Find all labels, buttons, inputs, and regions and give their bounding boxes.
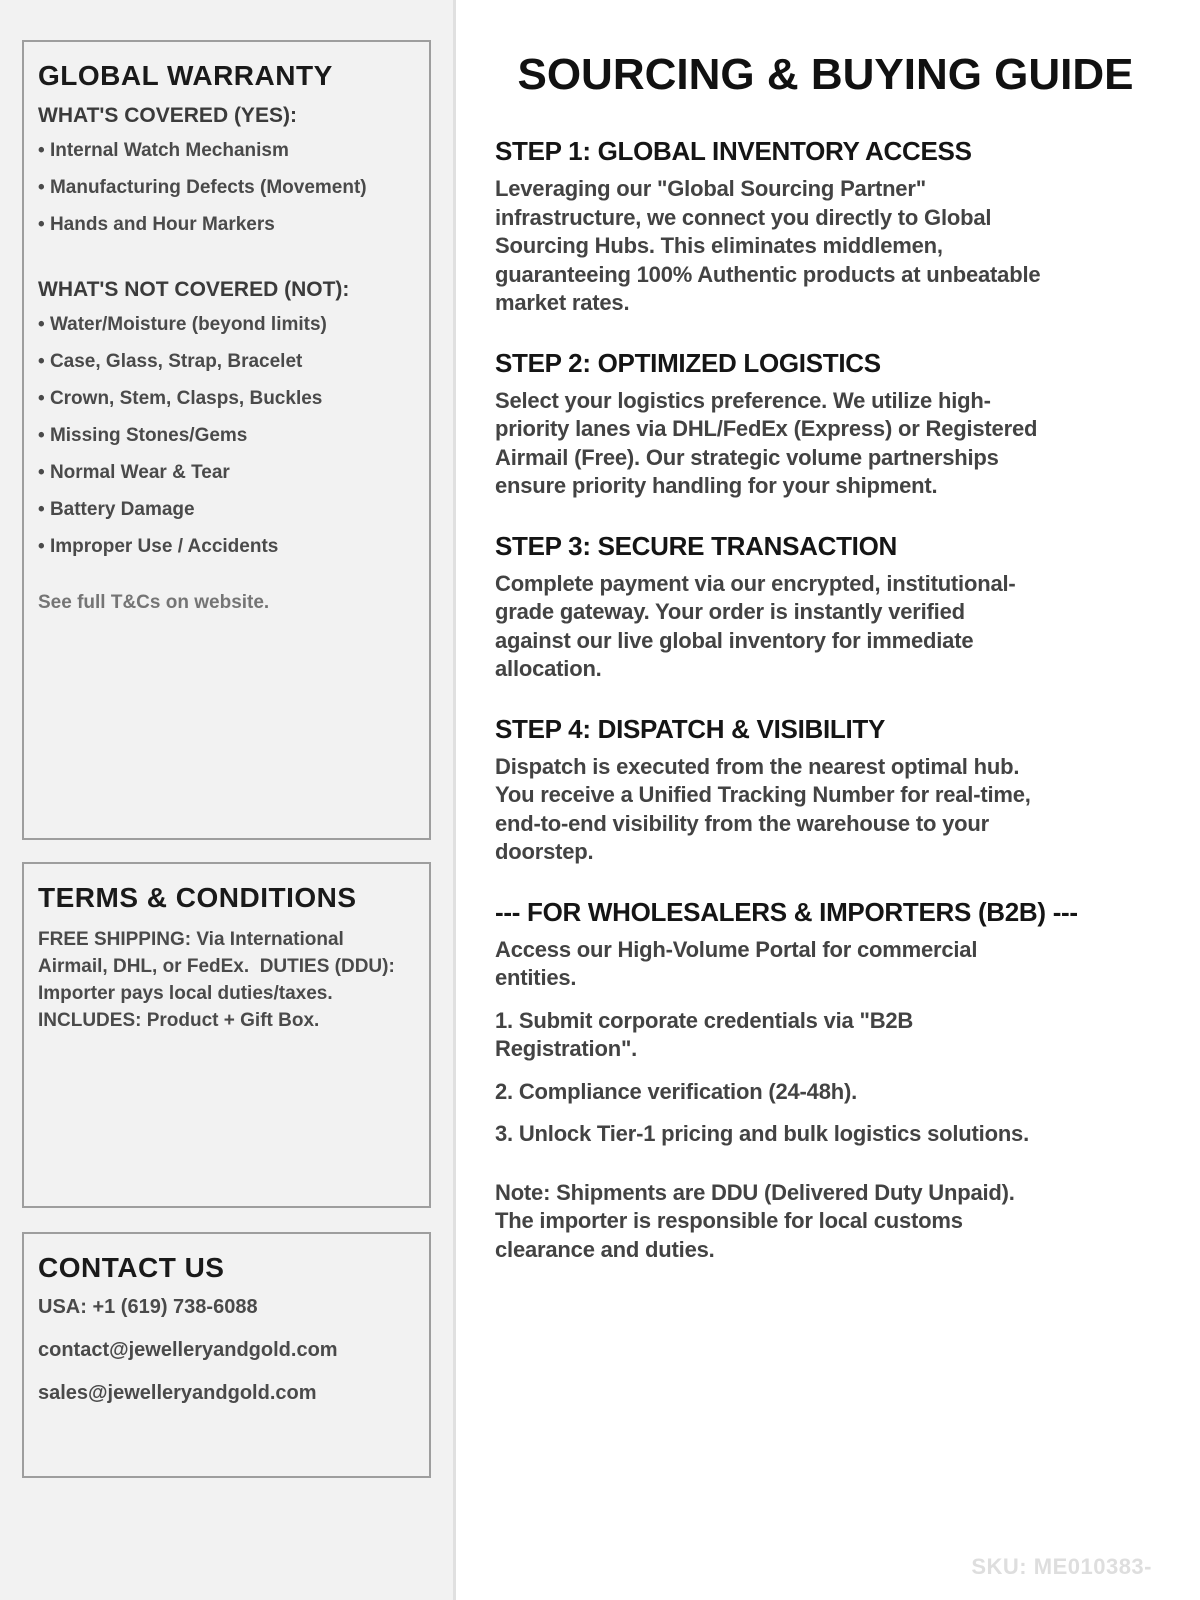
list-item: • Normal Wear & Tear	[38, 462, 415, 484]
not-covered-list	[38, 314, 415, 558]
sales-email: sales@jewelleryandgold.com	[38, 1382, 317, 1404]
b2b-step-1: 1. Submit corporate credentials via "B2B Registration".	[495, 1007, 914, 1061]
list-item: • Case, Glass, Strap, Bracelet	[38, 351, 415, 373]
terms-conditions-panel	[22, 862, 431, 1208]
list-item: • Hands and Hour Markers	[38, 214, 415, 236]
sidebar	[0, 0, 456, 1600]
list-item: • Missing Stones/Gems	[38, 425, 415, 447]
list-item: • Improper Use / Accidents	[38, 536, 415, 558]
step-4-section	[495, 714, 1156, 867]
list-item: • Internal Watch Mechanism	[38, 140, 415, 162]
ddu-note: Note: Shipments are DDU (Delivered Duty Unpaid). The importer is responsible for local customs clearance and duties.	[495, 1179, 1015, 1262]
sourcing-guide	[459, 0, 1200, 1600]
step-1-section	[495, 136, 1156, 318]
contact-us-panel	[22, 1232, 431, 1478]
global-warranty-panel	[22, 40, 431, 840]
step-3-section	[495, 531, 1156, 684]
covered-list	[38, 140, 415, 236]
step-3-heading: STEP 3: SECURE TRANSACTION	[495, 530, 897, 561]
list-item: • Manufacturing Defects (Movement)	[38, 177, 415, 199]
step-2-section	[495, 348, 1156, 501]
step-4-heading: STEP 4: DISPATCH & VISIBILITY	[495, 713, 886, 744]
step-2-body: Select your logistics preference. We utilize high-priority lanes via DHL/FedEx (Express) or Registered Airmail (Free). Our strategic volume partnerships ensure priority handling for your shipment.	[495, 387, 1038, 498]
list-item: • Battery Damage	[38, 499, 415, 521]
b2b-intro: Access our High-Volume Portal for commercial entities.	[495, 936, 978, 990]
covered-heading: WHAT'S COVERED (YES):	[38, 104, 297, 127]
list-item: • Crown, Stem, Clasps, Buckles	[38, 388, 415, 410]
page-title: SOURCING & BUYING GUIDE	[517, 50, 1134, 99]
step-1-body: Leveraging our "Global Sourcing Partner" infrastructure, we connect you directly to Global Sourcing Hubs. This eliminates middlemen, guaranteeing 100% Authentic products at unbeatable market rates.	[495, 176, 1041, 315]
terms-body: FREE SHIPPING: Via International Airmail, DHL, or FedEx. DUTIES (DDU): Importer pays local duties/taxes. INCLUDES: Product + Gift Box.	[38, 929, 401, 1031]
list-item: • Water/Moisture (beyond limits)	[38, 314, 415, 336]
contact-title: CONTACT US	[38, 1252, 225, 1283]
sku-label: SKU: ME010383-	[971, 1554, 1152, 1579]
b2b-step-3: 3. Unlock Tier-1 pricing and bulk logistics solutions.	[495, 1121, 1030, 1146]
step-2-heading: STEP 2: OPTIMIZED LOGISTICS	[495, 347, 881, 378]
terms-title: TERMS & CONDITIONS	[38, 882, 357, 913]
b2b-section	[495, 897, 1156, 1265]
global-warranty-title: GLOBAL WARRANTY	[38, 60, 333, 91]
b2b-heading: --- FOR WHOLESALERS & IMPORTERS (B2B) ---	[495, 896, 1078, 927]
step-1-heading: STEP 1: GLOBAL INVENTORY ACCESS	[495, 136, 972, 166]
warranty-footnote: See full T&Cs on website.	[38, 592, 270, 613]
step-4-body: Dispatch is executed from the nearest optimal hub. You receive a Unified Tracking Number for real-time, end-to-end visibility from the warehouse to your doorstep.	[495, 753, 1031, 864]
step-3-body: Complete payment via our encrypted, institutional-grade gateway. Your order is instantly verified against our live global inventory for immediate allocation.	[495, 570, 1016, 681]
contact-phone: USA: +1 (619) 738-6088	[38, 1296, 258, 1318]
contact-email: contact@jewelleryandgold.com	[38, 1339, 338, 1361]
not-covered-heading: WHAT'S NOT COVERED (NOT):	[38, 278, 350, 301]
b2b-step-2: 2. Compliance verification (24-48h).	[495, 1078, 858, 1104]
